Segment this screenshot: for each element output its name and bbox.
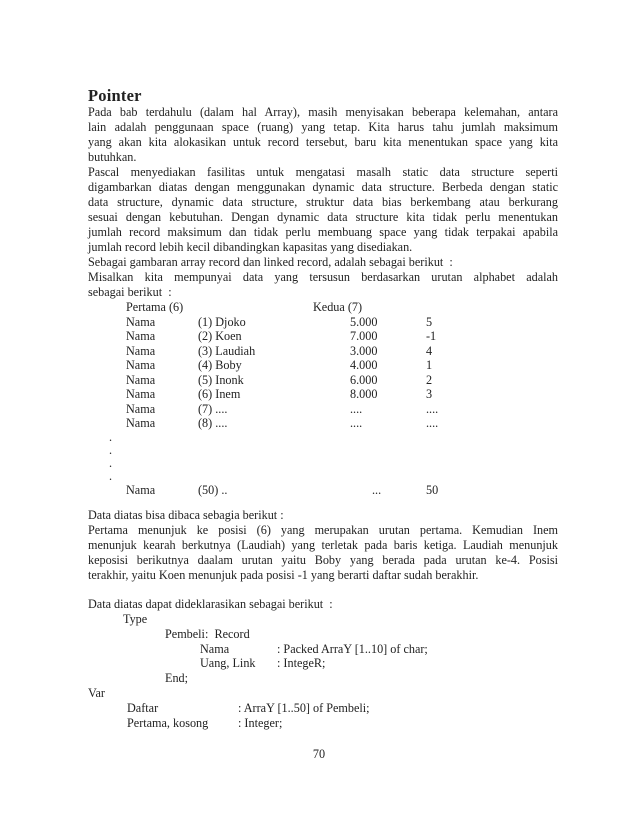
row-item: (5) Inonk (198, 372, 244, 387)
table-row-last (88, 483, 558, 498)
row-value: 3.000 (350, 343, 378, 358)
text-line: menunjuk kearah berkutnya (Laudiah) yang terletak pada baris ketiga. Laudiah menunjuk (88, 538, 558, 552)
row-label: Nama (126, 401, 156, 416)
code-keyword: Type (123, 612, 148, 626)
row-label: Nama (126, 416, 156, 430)
table-row (88, 315, 558, 330)
text-line: lain adalah penggunaan space (ruang) yang tetap. Kita harus tahu jumlah maksimum (88, 120, 558, 134)
text-line: butuhkan. (88, 150, 137, 164)
text-line: Misalkan kita mempunyai data yang tersusun berdasarkan urutan alphabet adalah (88, 270, 558, 284)
row-link: 5 (426, 314, 433, 329)
row-item: (50) .. (198, 482, 228, 497)
text-line: digambarkan diatas dengan menggunakan dynamic data structure. Berbeda dengan static (88, 180, 558, 194)
code-identifier: Nama (200, 641, 230, 656)
text-line: Sebagai gambaran array record dan linked record, adalah sebagai berikut : (88, 255, 453, 269)
text-line: Pertama menunjuk ke posisi (6) yang merupakan urutan pertama. Kemudian Inem (88, 523, 558, 537)
row-value: ... (372, 482, 382, 497)
text-line: sesuai dengan kebutuhan. Dengan dynamic data structure kita tidak perlu menentukan (88, 210, 558, 224)
row-item: (7) .... (198, 401, 228, 416)
text-line: terakhir, yaitu Koen menunjuk pada posisi -1 yang berarti daftar sudah berakhir. (88, 568, 479, 582)
row-value: .... (350, 401, 363, 416)
ellipsis-line: . (109, 455, 113, 470)
code-type: : Record (205, 626, 250, 641)
text-line: Pada bab terdahulu (dalam hal Array), masih menyisakan beberapa kelemahan, antara (88, 105, 558, 119)
row-value: 5.000 (350, 314, 378, 329)
row-link: 50 (426, 482, 439, 497)
text-line: data structure, dynamic data structure, struktur data bias berkembang atau berkurang (88, 195, 558, 209)
code-type: : Integer; (238, 715, 283, 730)
table-row (88, 402, 558, 417)
row-label: Nama (126, 314, 156, 329)
code-identifier: Uang, Link (200, 656, 256, 671)
code-line (88, 612, 558, 627)
ellipsis-line: . (109, 442, 113, 457)
page-number: 70 (312, 747, 326, 761)
row-label: Nama (126, 358, 156, 372)
row-link: .... (426, 401, 439, 416)
row-label: Nama (126, 482, 156, 497)
code-type: : IntegeR; (277, 656, 326, 671)
text-line: sebagai berikut : (88, 285, 172, 299)
text-line: Data diatas bisa dibaca sebagia berikut : (88, 508, 284, 522)
row-label: Nama (126, 343, 156, 358)
code-type: : ArraY [1..50] of Pembeli; (238, 700, 370, 715)
code-line (88, 671, 558, 686)
code-keyword: Var (88, 685, 105, 700)
intro-paragraph (88, 105, 558, 300)
row-value: 7.000 (350, 329, 378, 343)
row-value: .... (350, 416, 363, 430)
row-link: .... (426, 416, 439, 430)
row-link: 2 (426, 372, 433, 387)
declaration-block (88, 597, 558, 730)
row-item: (8) .... (198, 416, 228, 430)
text-line: jumlah record lebih kecil dibandingkan kapasitas yang disediakan. (88, 240, 413, 254)
row-item: (6) Inem (198, 387, 241, 401)
row-link: -1 (426, 329, 437, 343)
spacer (88, 497, 558, 508)
spacer (88, 583, 558, 597)
page-content (88, 86, 558, 730)
row-item: (3) Laudiah (198, 343, 256, 358)
row-label: Nama (126, 372, 156, 387)
page-title: Pointer (88, 86, 142, 105)
row-value: 4.000 (350, 358, 378, 372)
text-line: yang akan kita alokasikan untuk record tersebut, baru kita menentukan space yang kita (88, 135, 558, 149)
code-line (88, 686, 558, 701)
code-line (88, 656, 558, 671)
row-item: (4) Boby (198, 358, 242, 372)
ellipsis-line: . (109, 429, 113, 444)
record-table (88, 300, 558, 497)
table-row (88, 387, 558, 402)
code-keyword: End; (165, 671, 189, 686)
row-item: (2) Koen (198, 329, 242, 343)
code-identifier: Pembeli (165, 626, 205, 641)
code-identifier: Daftar (127, 700, 159, 715)
table-row (88, 373, 558, 388)
column-header-kedua: Kedua (7) (313, 300, 363, 314)
row-link: 3 (426, 387, 433, 401)
reading-paragraph (88, 508, 558, 583)
table-row (88, 358, 558, 373)
code-line (88, 701, 558, 716)
row-item: (1) Djoko (198, 314, 246, 329)
code-identifier: Pertama, kosong (127, 715, 209, 730)
row-value: 8.000 (350, 387, 378, 401)
code-type: : Packed ArraY [1..10] of char; (277, 641, 428, 656)
code-line (88, 716, 558, 731)
text-line: Data diatas dapat dideklarasikan sebagai berikut : (88, 597, 333, 611)
table-row (88, 329, 558, 344)
text-line: jumlah record maksimum dan tidak perlu membuang space yang tidak terpakai apabila (88, 225, 558, 239)
text-line: keposisi berikutnya daalam urutan yaitu Boby yang berada pada urutan ke-4. Posisi (88, 553, 558, 567)
row-label: Nama (126, 387, 156, 401)
code-line (88, 642, 558, 657)
column-header-pertama: Pertama (6) (126, 300, 184, 314)
table-row (88, 344, 558, 359)
ellipsis-line: . (109, 468, 113, 483)
row-link: 4 (426, 343, 433, 358)
row-link: 1 (426, 358, 433, 372)
code-line (88, 627, 558, 642)
row-value: 6.000 (350, 372, 378, 387)
text-line: Pascal menyediakan fasilitas untuk mengatasi masalh static data structure seperti (88, 165, 558, 179)
table-header (88, 300, 558, 315)
row-label: Nama (126, 329, 156, 343)
table-row (88, 416, 558, 431)
